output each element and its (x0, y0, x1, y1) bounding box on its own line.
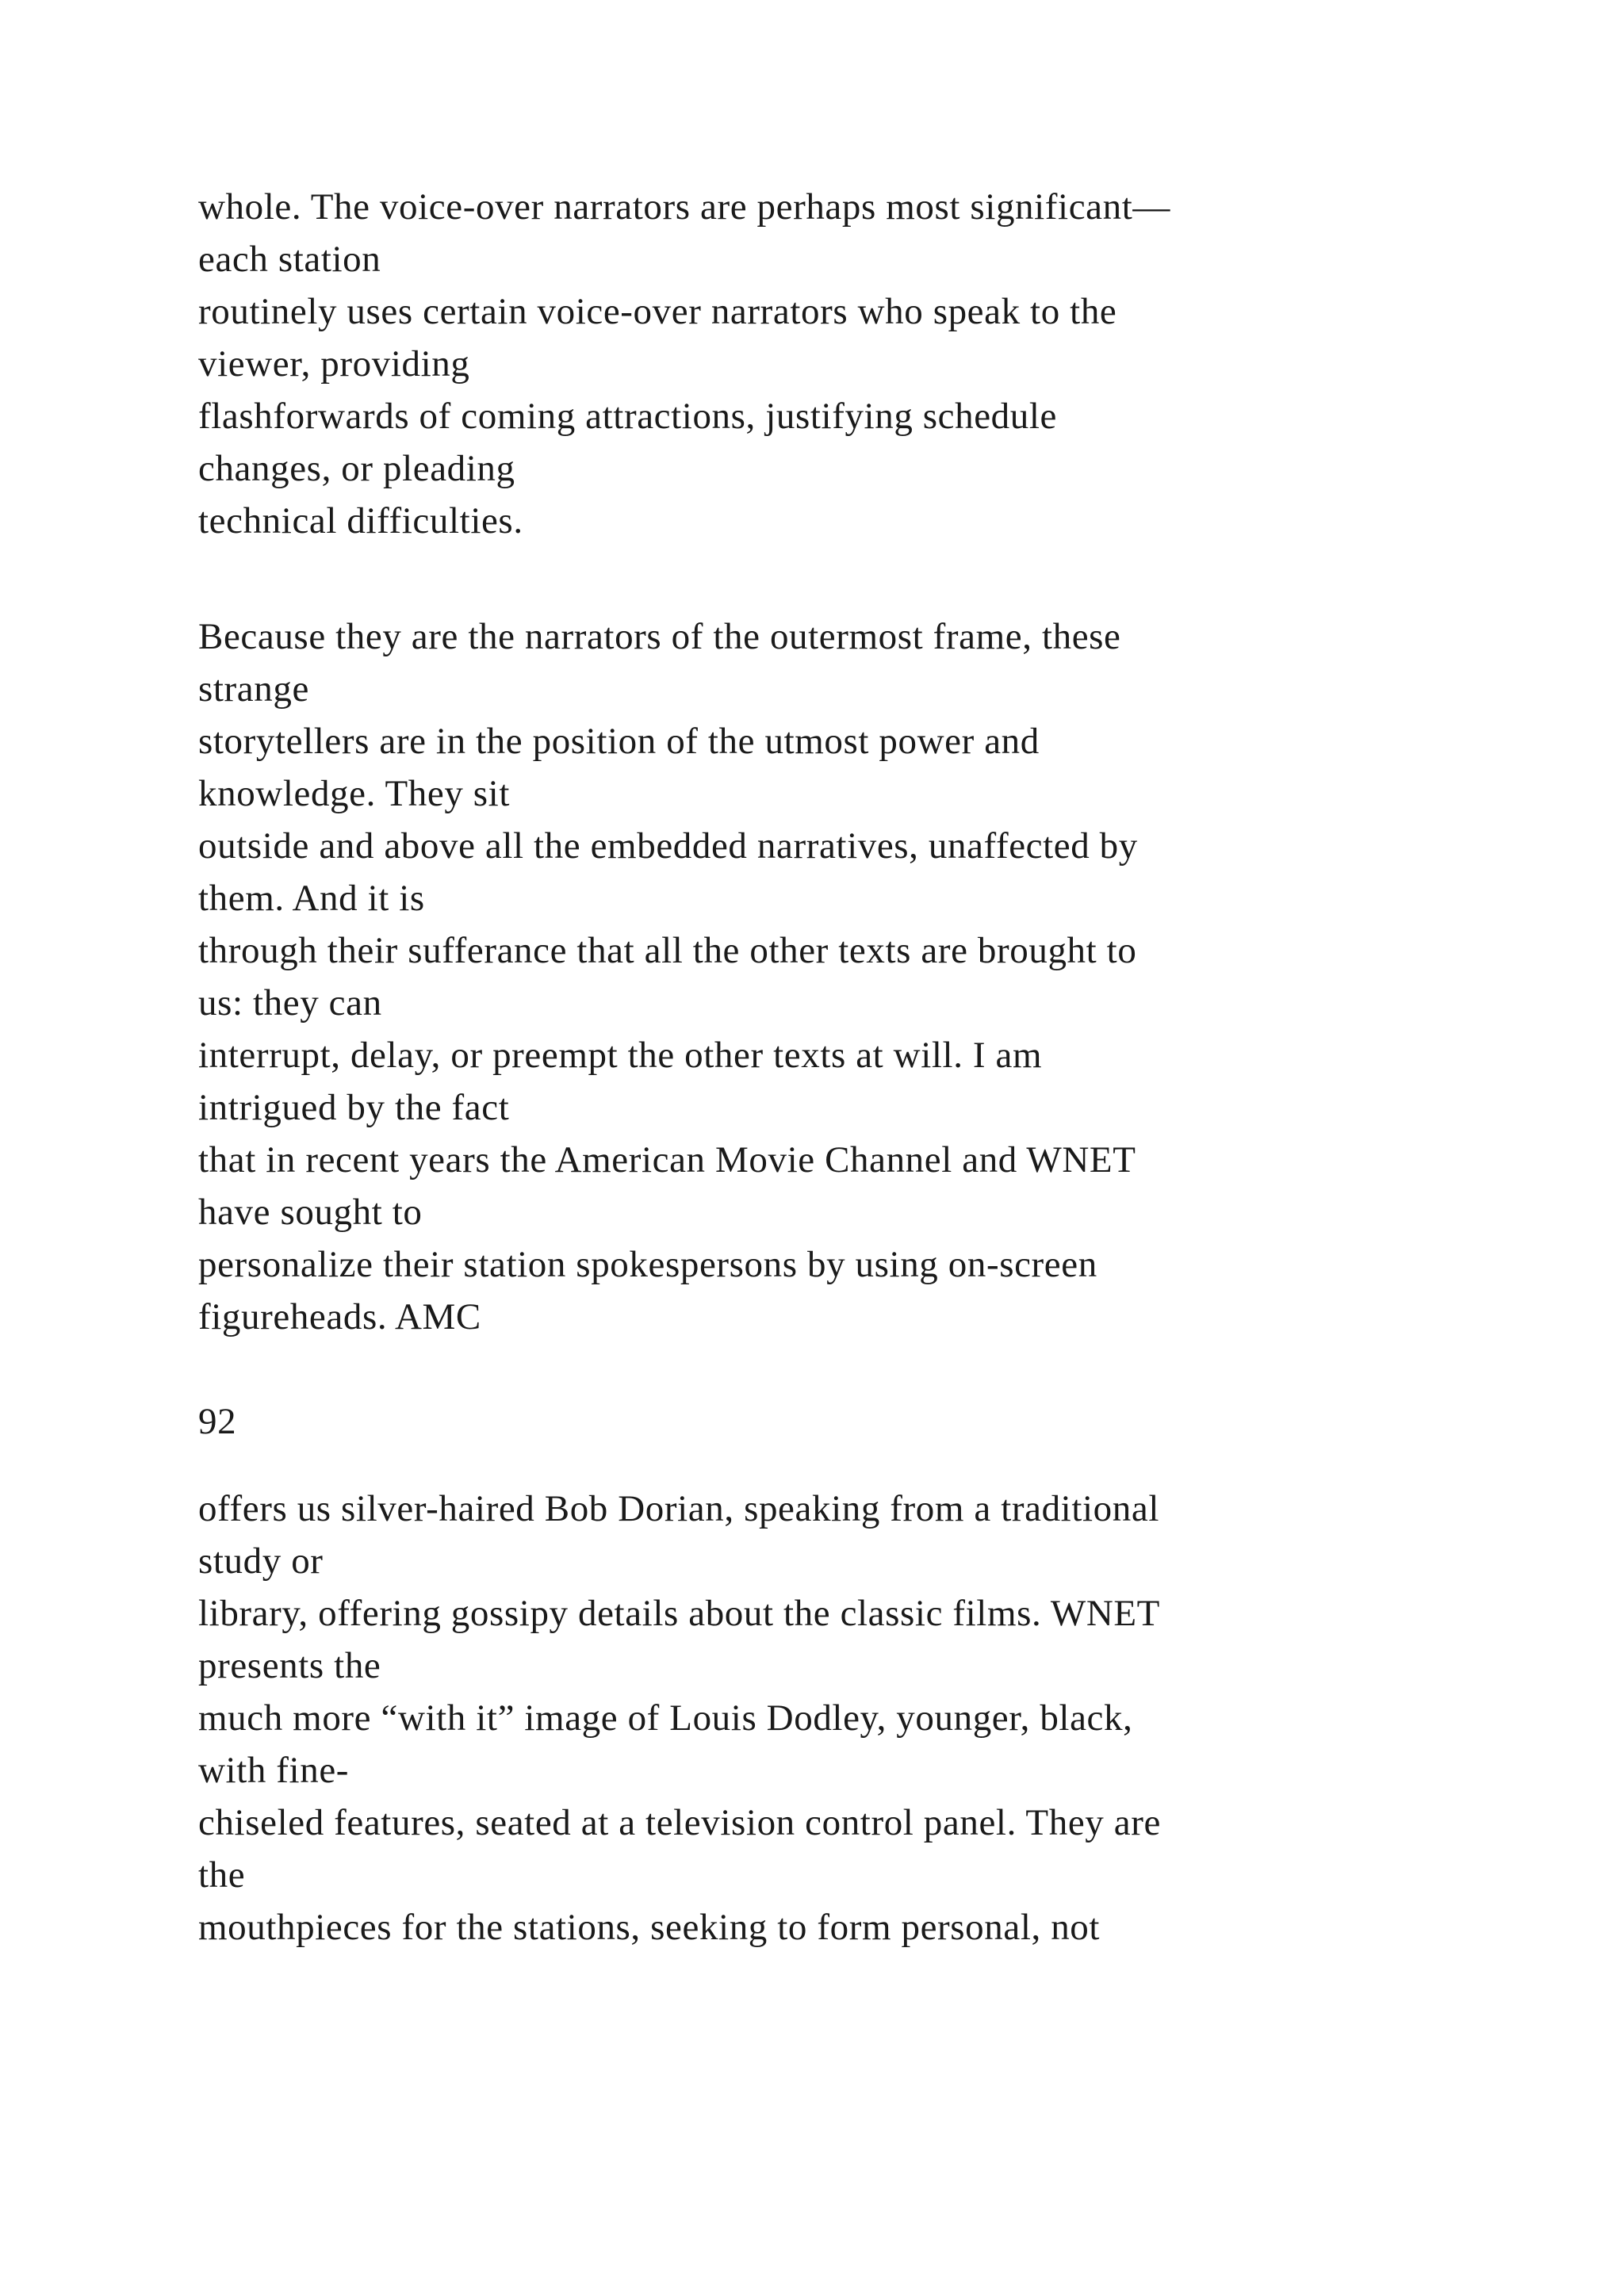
text-line: mouthpieces for the stations, seeking to form personal, not (198, 1907, 1101, 1948)
text-line: whole. The voice-over narrators are perhaps most significant— (198, 186, 1170, 228)
text-line: the (198, 1854, 246, 1896)
text-line: library, offering gossipy details about the classic films. WNET (198, 1593, 1160, 1634)
text-line: chiseled features, seated at a television control panel. They are (198, 1802, 1161, 1843)
text-line: have sought to (198, 1192, 423, 1233)
text-line: presents the (198, 1645, 381, 1686)
text-line: through their sufferance that all the other texts are brought to (198, 930, 1137, 971)
text-line: offers us silver-haired Bob Dorian, speaking from a traditional (198, 1488, 1159, 1529)
text-line: technical difficulties. (198, 500, 523, 541)
text-line: Because they are the narrators of the outermost frame, these (198, 616, 1121, 657)
text-line: intrigued by the fact (198, 1087, 510, 1128)
text-line: storytellers are in the position of the utmost power and (198, 721, 1040, 762)
text-line: with fine- (198, 1750, 350, 1791)
paragraph-2 (198, 610, 1546, 1343)
page-number: 92 (198, 1401, 237, 1442)
text-line: flashforwards of coming attractions, justifying schedule (198, 396, 1057, 437)
text-line: much more “with it” image of Louis Dodley, younger, black, (198, 1697, 1133, 1739)
text-line: personalize their station spokespersons by using on-screen (198, 1244, 1097, 1285)
text-line: that in recent years the American Movie Channel and WNET (198, 1139, 1136, 1181)
text-line: interrupt, delay, or preempt the other texts at will. I am (198, 1035, 1043, 1076)
text-line: changes, or pleading (198, 448, 515, 489)
text-line: them. And it is (198, 878, 425, 919)
paragraph-1 (198, 181, 1546, 547)
text-line: strange (198, 668, 309, 710)
text-line: us: they can (198, 982, 382, 1024)
text-line: study or (198, 1540, 324, 1582)
text-line: figureheads. AMC (198, 1296, 481, 1337)
text-line: each station (198, 239, 381, 280)
text-line: outside and above all the embedded narratives, unaffected by (198, 825, 1138, 867)
paragraph-3 (198, 1483, 1546, 1954)
text-line: viewer, providing (198, 343, 470, 385)
text-line: knowledge. They sit (198, 773, 510, 814)
text-line: routinely uses certain voice-over narrators who speak to the (198, 291, 1117, 332)
